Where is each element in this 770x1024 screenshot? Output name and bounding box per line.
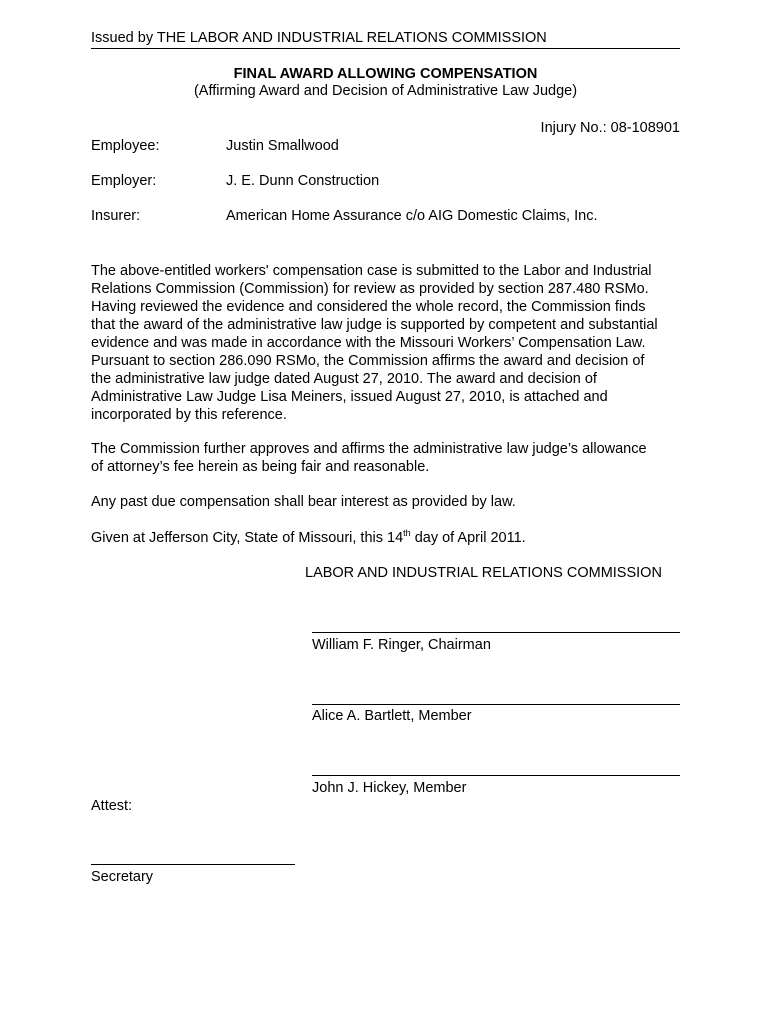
paragraph-line: Relations Commission (Commission) for review as provided by section 287.480 RSMo. (91, 281, 649, 297)
paragraph-line: The Commission further approves and affirms the administrative law judge’s allowance (91, 441, 647, 457)
paragraph-line: Administrative Law Judge Lisa Meiners, issued August 27, 2010, is attached and (91, 389, 608, 405)
chairman-name: William F. Ringer, Chairman (312, 637, 491, 653)
employee-value: Justin Smallwood (226, 138, 339, 154)
issued-by-header: Issued by THE LABOR AND INDUSTRIAL RELATIONS COMMISSION (91, 30, 680, 49)
paragraph-line: incorporated by this reference. (91, 407, 287, 423)
member1-name: Alice A. Bartlett, Member (312, 708, 472, 724)
given-at-date: day of April 2011. (410, 530, 526, 546)
insurer-label: Insurer: (91, 208, 141, 224)
document-subtitle: (Affirming Award and Decision of Administrative Law Judge) (193, 83, 578, 99)
attest-label: Attest: (91, 798, 133, 814)
insurer-value: American Home Assurance c/o AIG Domestic Claims, Inc. (226, 208, 598, 224)
commission-name: LABOR AND INDUSTRIAL RELATIONS COMMISSION (305, 565, 662, 581)
paragraph-line: of attorney’s fee herein as being fair and reasonable. (91, 459, 430, 475)
given-at-ordinal: th (403, 528, 411, 538)
paragraph-line: the administrative law judge dated August 27, 2010. The award and decision of (91, 371, 597, 387)
employer-label: Employer: (91, 173, 157, 189)
member2-signature-line (312, 775, 680, 776)
employee-label: Employee: (91, 138, 160, 154)
member1-signature-line (312, 704, 680, 705)
employer-value: J. E. Dunn Construction (226, 173, 380, 189)
document-title: FINAL AWARD ALLOWING COMPENSATION (233, 66, 538, 82)
paragraph-line: evidence and was made in accordance with the Missouri Workers’ Compensation Law. (91, 335, 646, 351)
paragraph-line: The above-entitled workers' compensation case is submitted to the Labor and Industrial (91, 263, 652, 279)
paragraph-line: Having reviewed the evidence and considered the whole record, the Commission finds (91, 299, 646, 315)
paragraph-line: Pursuant to section 286.090 RSMo, the Commission affirms the award and decision of (91, 353, 645, 369)
member2-name: John J. Hickey, Member (312, 780, 467, 796)
given-at-line (91, 529, 691, 547)
chairman-signature-line (312, 632, 680, 633)
body-paragraph-2 (91, 440, 691, 476)
given-at-text: Given at Jefferson City, State of Missouri, this 14 (91, 530, 404, 546)
secretary-signature-line (91, 864, 295, 865)
paragraph-line: that the award of the administrative law judge is supported by competent and substantial (91, 317, 658, 333)
paragraph-line: Any past due compensation shall bear interest as provided by law. (91, 494, 516, 510)
body-paragraph-3 (91, 493, 691, 511)
secretary-label: Secretary (91, 869, 154, 885)
injury-number: Injury No.: 08-108901 (540, 120, 680, 136)
body-paragraph-1 (91, 262, 691, 424)
